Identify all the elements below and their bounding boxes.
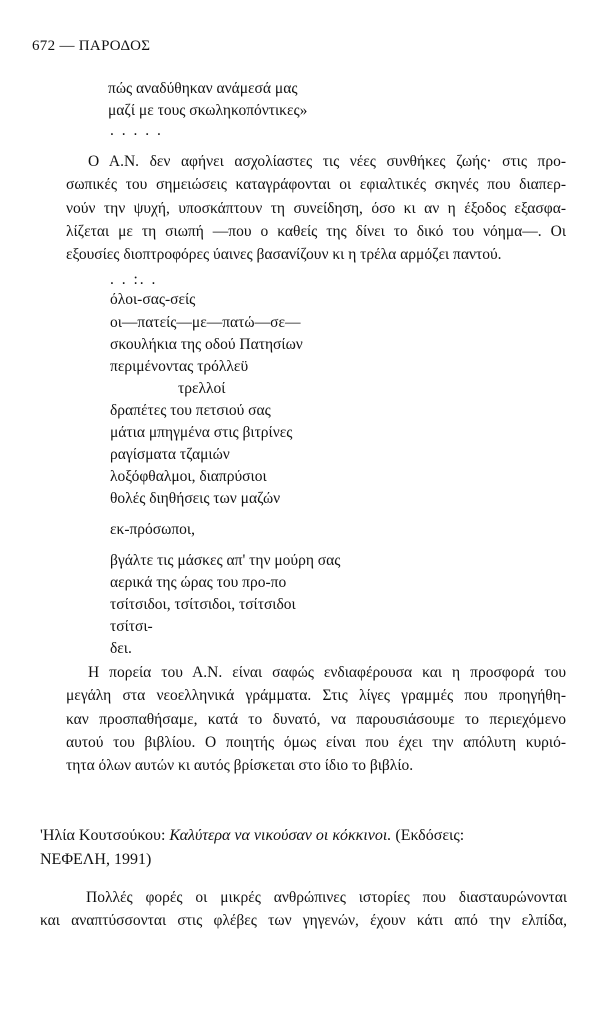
paragraph-line: και αναπτύσσονται στις φλέβες των γηγενών, έχουν κάτι από την ελπίδα, <box>40 912 567 930</box>
poem-top-line: μαζί με τους σκωληκοπόντικες» <box>108 102 308 119</box>
running-head: 672 — ΠΑΡΟΔΟΣ <box>32 38 151 54</box>
book-reference <box>40 824 567 872</box>
poem-line: οι—πατείς—με—πατώ—σε— <box>110 314 301 331</box>
poem-line: τσίτσι- <box>110 618 153 635</box>
reference-author: 'Ηλία Κουτσούκου: <box>40 827 166 844</box>
paragraph-line: αυτού του βιβλίου. Ο ποιητής όμως είναι που έχει την απόλυτη κυριό- <box>66 733 566 751</box>
poem-line: όλοι-σας-σείς <box>110 291 196 308</box>
paragraph-line: καν προσπαθήσαμε, κατά το δυνατό, να παρουσιάσουμε το περιεχόμενο <box>66 710 566 728</box>
paragraph-line: τητα όλων αυτών κι αυτός βρίσκεται στο ίδιο το βιβλίο. <box>66 757 414 775</box>
poem-top-ellipsis: . . . . . <box>110 122 163 139</box>
poem-line: θολές διηθήσεις των μαζών <box>110 490 281 507</box>
paragraph-line: Η πορεία του Α.Ν. είναι σαφώς ενδιαφέρουσα και η προσφορά του <box>88 664 566 681</box>
reference-title: Καλύτερα να νικούσαν οι κόκκινοι. <box>169 827 392 844</box>
paragraph-line: λίζεται με τη σιωπή —που ο καθείς της δίνει το δικό του νόημα—. Οι <box>66 222 566 240</box>
paragraph-line: εξουσίες διοπτροφόρες ύαινες βασανίζουν κι η τρέλα αρμόζει παντού. <box>66 246 502 264</box>
poem-line: τσίτσιδοι, τσίτσιδοι, τσίτσιδοι <box>110 596 296 613</box>
poem-top-line: πώς αναδύθηκαν ανάμεσά μας <box>108 80 298 97</box>
poem-line: δραπέτες του πετσιού σας <box>110 402 271 419</box>
poem-line: τρελλοί <box>178 380 226 397</box>
paragraph-line: Ο Α.Ν. δεν αφήνει ασχολίαστες τις νέες συνθήκες ζωής· στις προ- <box>88 153 566 170</box>
paragraph-line: σωπικές του σημειώσεις καταγράφονται οι εφιαλτικές σκηνές που διαπερ- <box>66 176 566 194</box>
poem-line: ραγίσματα τζαμιών <box>110 446 230 463</box>
paragraph-1 <box>66 150 566 266</box>
paragraph-line: μεγάλη στα νεοελληνικά γράμματα. Στις λίγες γραμμές που προηγήθη- <box>66 687 566 705</box>
poem-line: περιμένοντας τρόλλεϋ <box>110 358 249 375</box>
reference-publisher: ΝΕΦΕΛΗ, 1991) <box>40 851 152 868</box>
paragraph-line: νούν την ψυχή, υποσκάπτουν τη συνείδηση, όσο κι αν η έξοδος εξασφα- <box>66 199 566 217</box>
paragraph-3 <box>40 886 567 933</box>
poem-line: εκ-πρόσωποι, <box>110 521 195 538</box>
paragraph-line: Πολλές φορές οι μικρές ανθρώπινες ιστορίες που διασταυρώνονται <box>86 889 567 906</box>
paragraph-2 <box>66 661 566 777</box>
reference-line-1 <box>40 824 567 848</box>
poem-line: δει. <box>110 640 132 657</box>
poem-ellipsis: . . :. . <box>110 271 158 288</box>
poem-line: βγάλτε τις μάσκες απ' την μούρη σας <box>110 552 341 569</box>
poem-line: λοξόφθαλμοι, διαπρύσιοι <box>110 468 267 485</box>
poem-line: αερικά της ώρας του προ-πο <box>110 574 287 591</box>
poem-line: μάτια μπηγμένα στις βιτρίνες <box>110 424 293 441</box>
reference-publisher-open: (Εκδόσεις: <box>395 827 465 844</box>
poem-line: σκουλήκια της οδού Πατησίων <box>110 336 303 353</box>
